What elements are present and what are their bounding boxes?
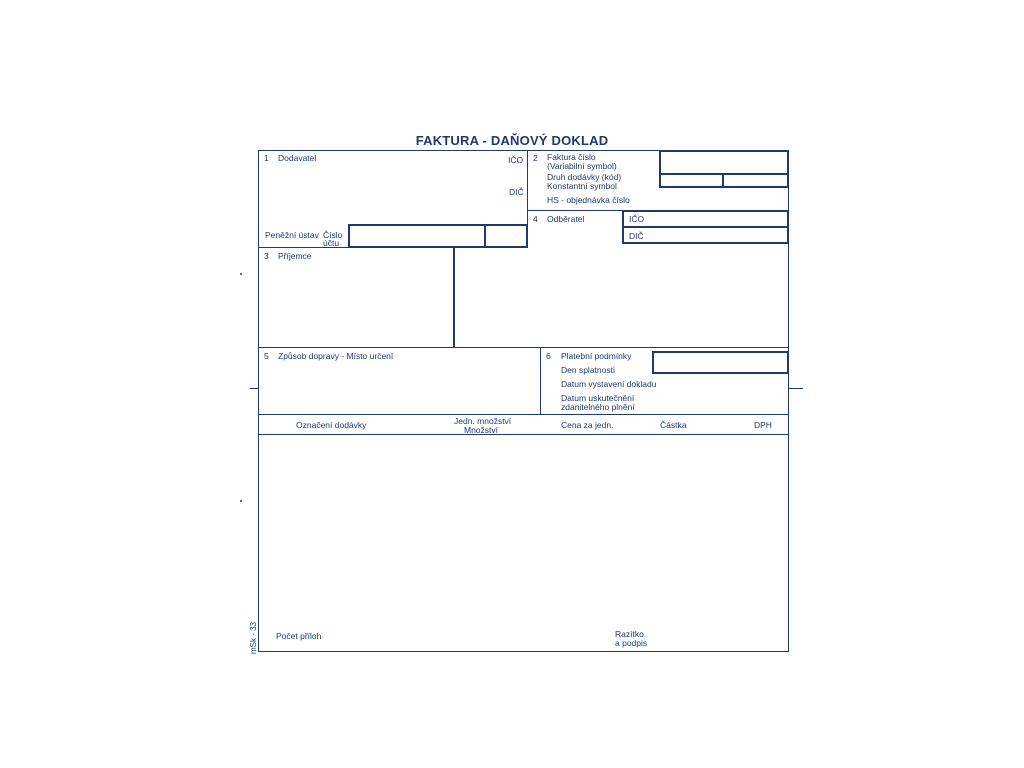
payment-terms-label: Platební podmínky (561, 351, 632, 361)
sec1-num: 1 (264, 153, 269, 163)
punch-dot-top (240, 273, 242, 275)
divider-5-6 (540, 347, 541, 415)
constant-symbol-field[interactable] (722, 173, 789, 188)
supplier-label: Dodavatel (278, 153, 317, 163)
customer-label: Odběratel (547, 214, 585, 224)
col-unit-header: Jedn. množství (454, 416, 512, 426)
order-number-label: HS - objednávka číslo (547, 195, 630, 205)
customer-ico-label: IČO (629, 214, 645, 224)
customer-dic-field[interactable] (622, 226, 789, 244)
punch-dot-bottom (240, 500, 242, 502)
invoice-number-field[interactable] (659, 150, 789, 175)
col-amount-header: Částka (660, 420, 687, 430)
account-label-2: účtu (323, 238, 340, 248)
crop-mark-left (250, 388, 258, 389)
delivery-type-label: Druh dodávky (kód) (547, 172, 622, 182)
delivery-type-field[interactable] (659, 173, 724, 188)
document-title: FAKTURA - DAŇOVÝ DOKLAD (415, 133, 609, 148)
invoice-number-label: Faktura číslo (547, 152, 596, 162)
divider-table-top (258, 414, 789, 415)
stamp-label-2: a podpis (615, 638, 648, 648)
customer-dic-label: DIČ (629, 231, 644, 241)
payment-terms-field[interactable] (652, 351, 789, 374)
recipient-label: Příjemce (278, 251, 312, 261)
col-vat-header: DPH (754, 420, 772, 430)
divider-3-right (453, 247, 455, 348)
transport-label: Způsob dopravy - Místo určení (278, 351, 394, 361)
col-quantity-header: Množství (464, 425, 499, 435)
issue-date-label: Datum vystavení dokladu (561, 379, 657, 389)
account-label-1: Číslo (323, 230, 343, 240)
constant-symbol-label: Konstantní symbol (547, 181, 617, 191)
account-number-field[interactable] (348, 224, 528, 248)
taxable-date-label-2: zdanitelného plnění (561, 402, 635, 412)
supplier-ico-label: IČO (508, 155, 524, 165)
divider-3-5 (258, 347, 789, 348)
attachments-label: Počet příloh (276, 631, 322, 641)
sec2-num: 2 (533, 153, 538, 163)
col-delivery-header: Označení dodávky (296, 420, 367, 430)
variable-symbol-label: (Variabilní symbol) (547, 161, 617, 171)
form-code: mSk - 33 (249, 621, 258, 654)
due-date-label: Den splatnosti (561, 365, 615, 375)
taxable-date-label-1: Datum uskutečnění (561, 393, 635, 403)
sec6-num: 6 (546, 351, 551, 361)
col-unit-price-header: Cena za jedn. (561, 420, 614, 430)
crop-mark-right (789, 388, 803, 389)
supplier-dic-label: DIČ (509, 187, 524, 197)
sec3-num: 3 (264, 251, 269, 261)
bank-label: Peněžní ústav (265, 230, 319, 240)
sec5-num: 5 (264, 351, 269, 361)
account-field-divider (484, 224, 486, 248)
sec4-num: 4 (533, 214, 538, 224)
divider-table-header (258, 434, 789, 435)
stamp-label-1: Razítko (615, 629, 644, 639)
